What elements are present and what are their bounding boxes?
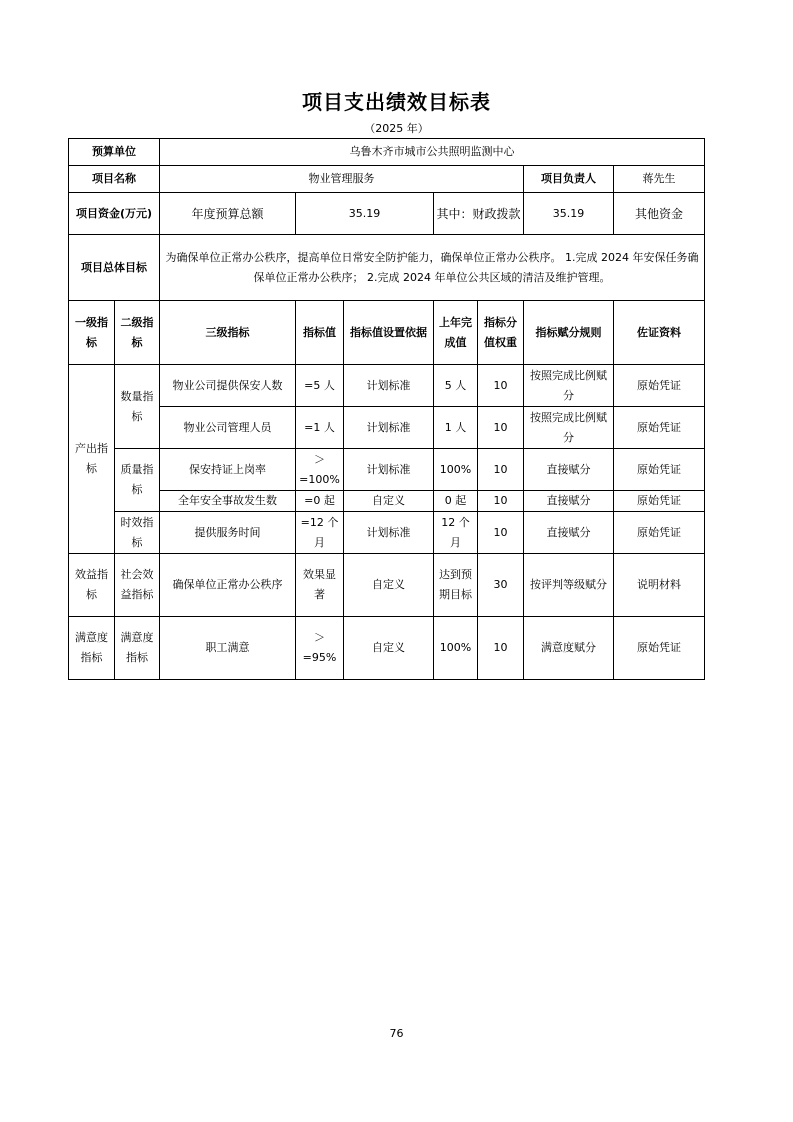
basis: 计划标准 (344, 512, 434, 554)
table-row (69, 365, 705, 407)
annual-budget-label: 年度预算总额 (160, 193, 296, 235)
project-leader-value: 蒋先生 (614, 166, 705, 193)
annual-budget-value: 35.19 (296, 193, 434, 235)
rule: 按照完成比例赋分 (524, 365, 614, 407)
evidence: 原始凭证 (614, 491, 705, 512)
col-level2: 二级指标 (115, 301, 160, 365)
other-funds-label: 其他资金 (614, 193, 705, 235)
indicator-value: =5 人 (296, 365, 344, 407)
indicator: 提供服务时间 (160, 512, 296, 554)
project-funds-label: 项目资金(万元) (69, 193, 160, 235)
basis: 自定义 (344, 491, 434, 512)
weight: 10 (478, 512, 524, 554)
evidence: 原始凭证 (614, 617, 705, 680)
indicator-value: ＞=100% (296, 449, 344, 491)
fiscal-allocation-label: 其中：财政拨款 (434, 193, 524, 235)
page-title: 项目支出绩效目标表 (302, 90, 491, 114)
evidence: 原始凭证 (614, 449, 705, 491)
project-leader-label: 项目负责人 (524, 166, 614, 193)
fiscal-allocation-value: 35.19 (524, 193, 614, 235)
rule: 直接赋分 (524, 491, 614, 512)
col-evidence: 佐证资料 (614, 301, 705, 365)
weight: 10 (478, 407, 524, 449)
weight: 10 (478, 491, 524, 512)
evidence: 原始凭证 (614, 407, 705, 449)
group-social-benefit: 社会效益指标 (115, 554, 160, 617)
indicator: 物业公司提供保安人数 (160, 365, 296, 407)
year-subtitle: （2025 年） (364, 122, 429, 135)
rule: 直接赋分 (524, 449, 614, 491)
evidence: 原始凭证 (614, 365, 705, 407)
table-row (69, 407, 705, 449)
group-quality: 质量指标 (115, 449, 160, 512)
basis: 自定义 (344, 617, 434, 680)
overall-goal-text: 为确保单位正常办公秩序，提高单位日常安全防护能力，确保单位正常办公秩序。 1.完成 2024 年安保任务确保单位正常办公秩序； 2.完成 2024 年单位公共区域的清洁及维护管理。 (160, 235, 705, 301)
performance-table (68, 138, 705, 680)
basis: 计划标准 (344, 365, 434, 407)
last-year: 100% (434, 449, 478, 491)
group-benefit: 效益指标 (69, 554, 115, 617)
project-name-value: 物业管理服务 (160, 166, 524, 193)
indicator: 职工满意 (160, 617, 296, 680)
rule: 按照完成比例赋分 (524, 407, 614, 449)
project-name-label: 项目名称 (69, 166, 160, 193)
basis: 计划标准 (344, 407, 434, 449)
col-level1: 一级指标 (69, 301, 115, 365)
group-quantity: 数量指标 (115, 365, 160, 449)
budget-unit-label: 预算单位 (69, 139, 160, 166)
table-row (69, 617, 705, 680)
last-year: 1 人 (434, 407, 478, 449)
weight: 10 (478, 617, 524, 680)
indicator-value: 效果显著 (296, 554, 344, 617)
rule: 直接赋分 (524, 512, 614, 554)
last-year: 5 人 (434, 365, 478, 407)
basis: 计划标准 (344, 449, 434, 491)
indicator: 确保单位正常办公秩序 (160, 554, 296, 617)
budget-unit-value: 乌鲁木齐市城市公共照明监测中心 (160, 139, 705, 166)
last-year: 达到预期目标 (434, 554, 478, 617)
indicator: 物业公司管理人员 (160, 407, 296, 449)
table-row (69, 554, 705, 617)
evidence: 说明材料 (614, 554, 705, 617)
group-output: 产出指标 (69, 365, 115, 554)
last-year: 100% (434, 617, 478, 680)
col-basis: 指标值设置依据 (344, 301, 434, 365)
weight: 30 (478, 554, 524, 617)
group-satisfaction-sub: 满意度指标 (115, 617, 160, 680)
indicator-value: =12 个月 (296, 512, 344, 554)
page-number: 76 (389, 1027, 404, 1040)
rule: 按评判等级赋分 (524, 554, 614, 617)
last-year: 12 个月 (434, 512, 478, 554)
col-last-year: 上年完成值 (434, 301, 478, 365)
table-row (69, 449, 705, 491)
basis: 自定义 (344, 554, 434, 617)
table-row (69, 491, 705, 512)
col-rule: 指标赋分规则 (524, 301, 614, 365)
last-year: 0 起 (434, 491, 478, 512)
group-timeliness: 时效指标 (115, 512, 160, 554)
col-weight: 指标分值权重 (478, 301, 524, 365)
rule: 满意度赋分 (524, 617, 614, 680)
weight: 10 (478, 365, 524, 407)
overall-goal-label: 项目总体目标 (69, 235, 160, 301)
col-value: 指标值 (296, 301, 344, 365)
indicator-value: ＞=95% (296, 617, 344, 680)
col-level3: 三级指标 (160, 301, 296, 365)
indicator: 保安持证上岗率 (160, 449, 296, 491)
evidence: 原始凭证 (614, 512, 705, 554)
indicator: 全年安全事故发生数 (160, 491, 296, 512)
indicator-value: =1 人 (296, 407, 344, 449)
weight: 10 (478, 449, 524, 491)
indicator-value: =0 起 (296, 491, 344, 512)
group-satisfaction: 满意度指标 (69, 617, 115, 680)
table-row (69, 512, 705, 554)
